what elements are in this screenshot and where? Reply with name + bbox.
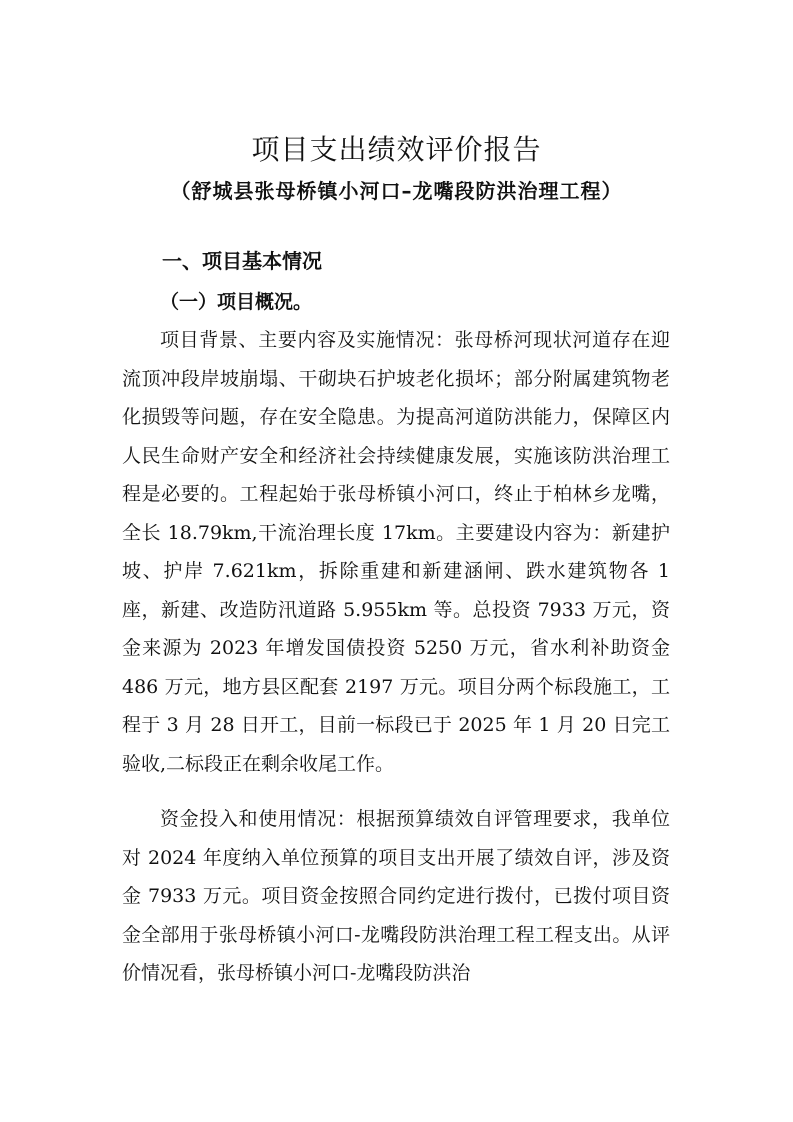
subsection-heading: （一）项目概况。 [160, 291, 313, 313]
section-heading: 一、项目基本情况 [162, 249, 322, 273]
report-title: 项目支出绩效评价报告 [251, 133, 542, 166]
report-subtitle: （舒城县张母桥镇小河口–龙嘴段防洪治理工程） [170, 179, 623, 203]
paragraph-funding-usage: 资金投入和使用情况：根据预算绩效自评管理要求，我单位对 2024 年度纳入单位预算的项目支出开展了绩效自评，涉及资金 7933 万元。项目资金按照合同约定进行拨付，已拨付项目资金全部用于张母桥镇小河口-龙嘴段防洪治理工程工程支出。从评价情况看，张母桥镇小河口-龙嘴段防洪治 [122, 808, 670, 984]
paragraph-project-background: 项目背景、主要内容及实施情况：张母桥河现状河道存在迎流顶冲段岸坡崩塌、干砌块石护坡老化损坏；部分附属建筑物老化损毁等问题，存在安全隐患。为提高河道防洪能力，保障区内人民生命财产安全和经济社会持续健康发展，实施该防洪治理工程是必要的。工程起始于张母桥镇小河口，终止于柏林乡龙嘴，全长 18.79km,干流治理长度 17km。主要建设内容为：新建护坡、护岸 7.621km，拆除重建和新建涵闸、跌水建筑物各 1 座，新建、改造防汛道路 5.955km 等。总投资 7933 万元，资金来源为 2023 年增发国债投资 5250 万元，省水利补助资金 486 万元，地方县区配套 2197 万元。项目分两个标段施工，工程于 3 月 28 日开工，目前一标段已于 2025 年 1 月 20 日完工验收,二标段正在剩余收尾工作。 [122, 329, 670, 775]
